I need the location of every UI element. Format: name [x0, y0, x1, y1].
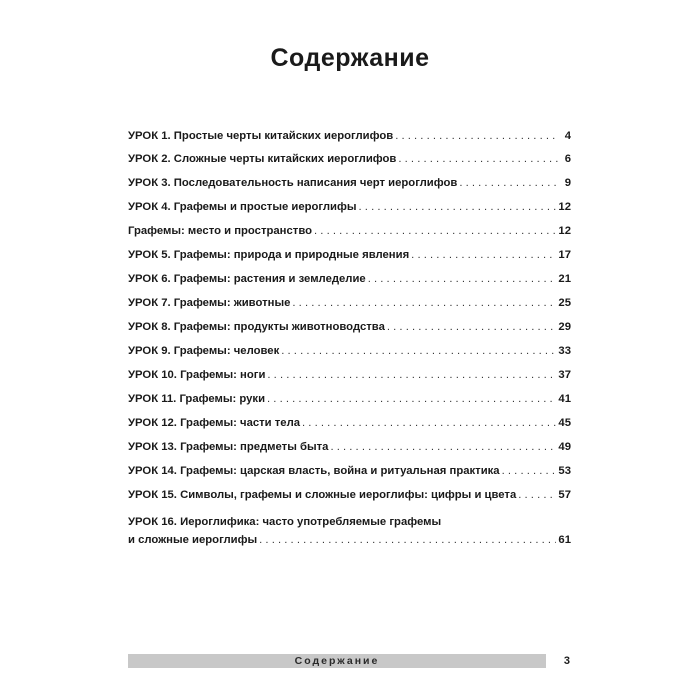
dot-leader: [368, 272, 557, 287]
toc-entry-page: 6: [564, 153, 571, 165]
toc-entry-title: УРОК 8. Графемы: продукты животноводства: [128, 321, 385, 333]
toc-entry[interactable]: [128, 344, 571, 359]
toc-entry-page: 29: [558, 321, 571, 333]
toc-entry-title: УРОК 13. Графемы: предметы быта: [128, 441, 329, 453]
toc-entry-page: 12: [558, 201, 571, 213]
toc-entry[interactable]: [128, 152, 571, 167]
dot-leader: [459, 176, 559, 191]
toc-entry-title: УРОК 9. Графемы: человек: [128, 345, 280, 357]
dot-leader: [502, 464, 557, 479]
dot-leader: [411, 248, 556, 263]
toc-entry[interactable]: [128, 129, 571, 144]
toc-entry-title: Графемы: место и пространство: [128, 225, 313, 237]
dot-leader: [267, 392, 556, 407]
dot-leader: [359, 200, 557, 215]
toc-entry-title: УРОК 16. Иероглифика: часто употребляемые графемы: [128, 516, 442, 528]
toc-entry-title: УРОК 12. Графемы: части тела: [128, 417, 301, 429]
toc-entry-title: УРОК 2. Сложные черты китайских иероглифов: [128, 153, 397, 165]
toc-entry[interactable]: [128, 200, 571, 215]
dot-leader: [292, 296, 556, 311]
toc-entry-title: УРОК 3. Последовательность написания черт иероглифов: [128, 177, 458, 189]
toc-entry-page: 53: [558, 465, 571, 477]
toc-entry-title: УРОК 5. Графемы: природа и природные явления: [128, 249, 410, 261]
toc-entry[interactable]: [128, 272, 571, 287]
toc-entry-page: 57: [558, 489, 571, 501]
footer-label: Содержание: [294, 655, 380, 667]
dot-leader: [281, 344, 556, 359]
dot-leader: [267, 368, 556, 383]
toc-entry[interactable]: [128, 176, 571, 191]
toc-entry[interactable]: [128, 320, 571, 335]
toc-entry[interactable]: [128, 368, 571, 383]
toc-entry-title: УРОК 7. Графемы: животные: [128, 297, 291, 309]
toc-entry-page: 4: [564, 130, 571, 142]
page-title: Содержание: [270, 44, 430, 72]
toc-entry[interactable]: [128, 488, 571, 503]
toc-entry-page: 49: [558, 441, 571, 453]
toc-entry-title: УРОК 11. Графемы: руки: [128, 393, 266, 405]
toc-entry-title: УРОК 1. Простые черты китайских иероглифов: [128, 130, 394, 142]
dot-leader: [395, 129, 559, 144]
dot-leader: [259, 533, 556, 548]
dot-leader: [398, 152, 559, 167]
toc-entry[interactable]: [128, 440, 571, 455]
toc-entry-page: 17: [558, 249, 571, 261]
dot-leader: [387, 320, 557, 335]
toc-entry-title: УРОК 4. Графемы и простые иероглифы: [128, 201, 357, 213]
toc-entry-page: 37: [558, 369, 571, 381]
toc-entry-title: УРОК 14. Графемы: царская власть, война и ритуальная практика: [128, 465, 500, 477]
toc-entry-page: 12: [558, 225, 571, 237]
toc-entry-title: УРОК 6. Графемы: растения и земледелие: [128, 273, 366, 285]
toc-entry[interactable]: [128, 296, 571, 311]
toc-entry-page: 61: [558, 534, 571, 546]
toc-entry-page: 25: [558, 297, 571, 309]
toc-entry[interactable]: [128, 416, 571, 431]
toc-entry-page: 45: [558, 417, 571, 429]
dot-leader: [314, 224, 556, 239]
dot-leader: [330, 440, 556, 455]
toc-entry[interactable]: [128, 248, 571, 263]
toc-entry-title: УРОК 15. Символы, графемы и сложные иероглифы: цифры и цвета: [128, 489, 517, 501]
toc-entry-page: 33: [558, 345, 571, 357]
toc-entry-page: 21: [558, 273, 571, 285]
dot-leader: [518, 488, 556, 503]
dot-leader: [302, 416, 556, 431]
toc-entry[interactable]: [128, 392, 571, 407]
toc-entry-page: 9: [564, 177, 571, 189]
toc-entry-title: УРОК 10. Графемы: ноги: [128, 369, 266, 381]
toc-entry[interactable]: [128, 224, 571, 239]
page-number: 3: [563, 655, 570, 667]
toc-entry-title-continued: и сложные иероглифы: [128, 534, 258, 546]
toc-entry[interactable]: [128, 464, 571, 479]
toc-entry-page: 41: [558, 393, 571, 405]
toc-entry[interactable]: [128, 515, 571, 548]
footer-bar: [128, 654, 546, 668]
